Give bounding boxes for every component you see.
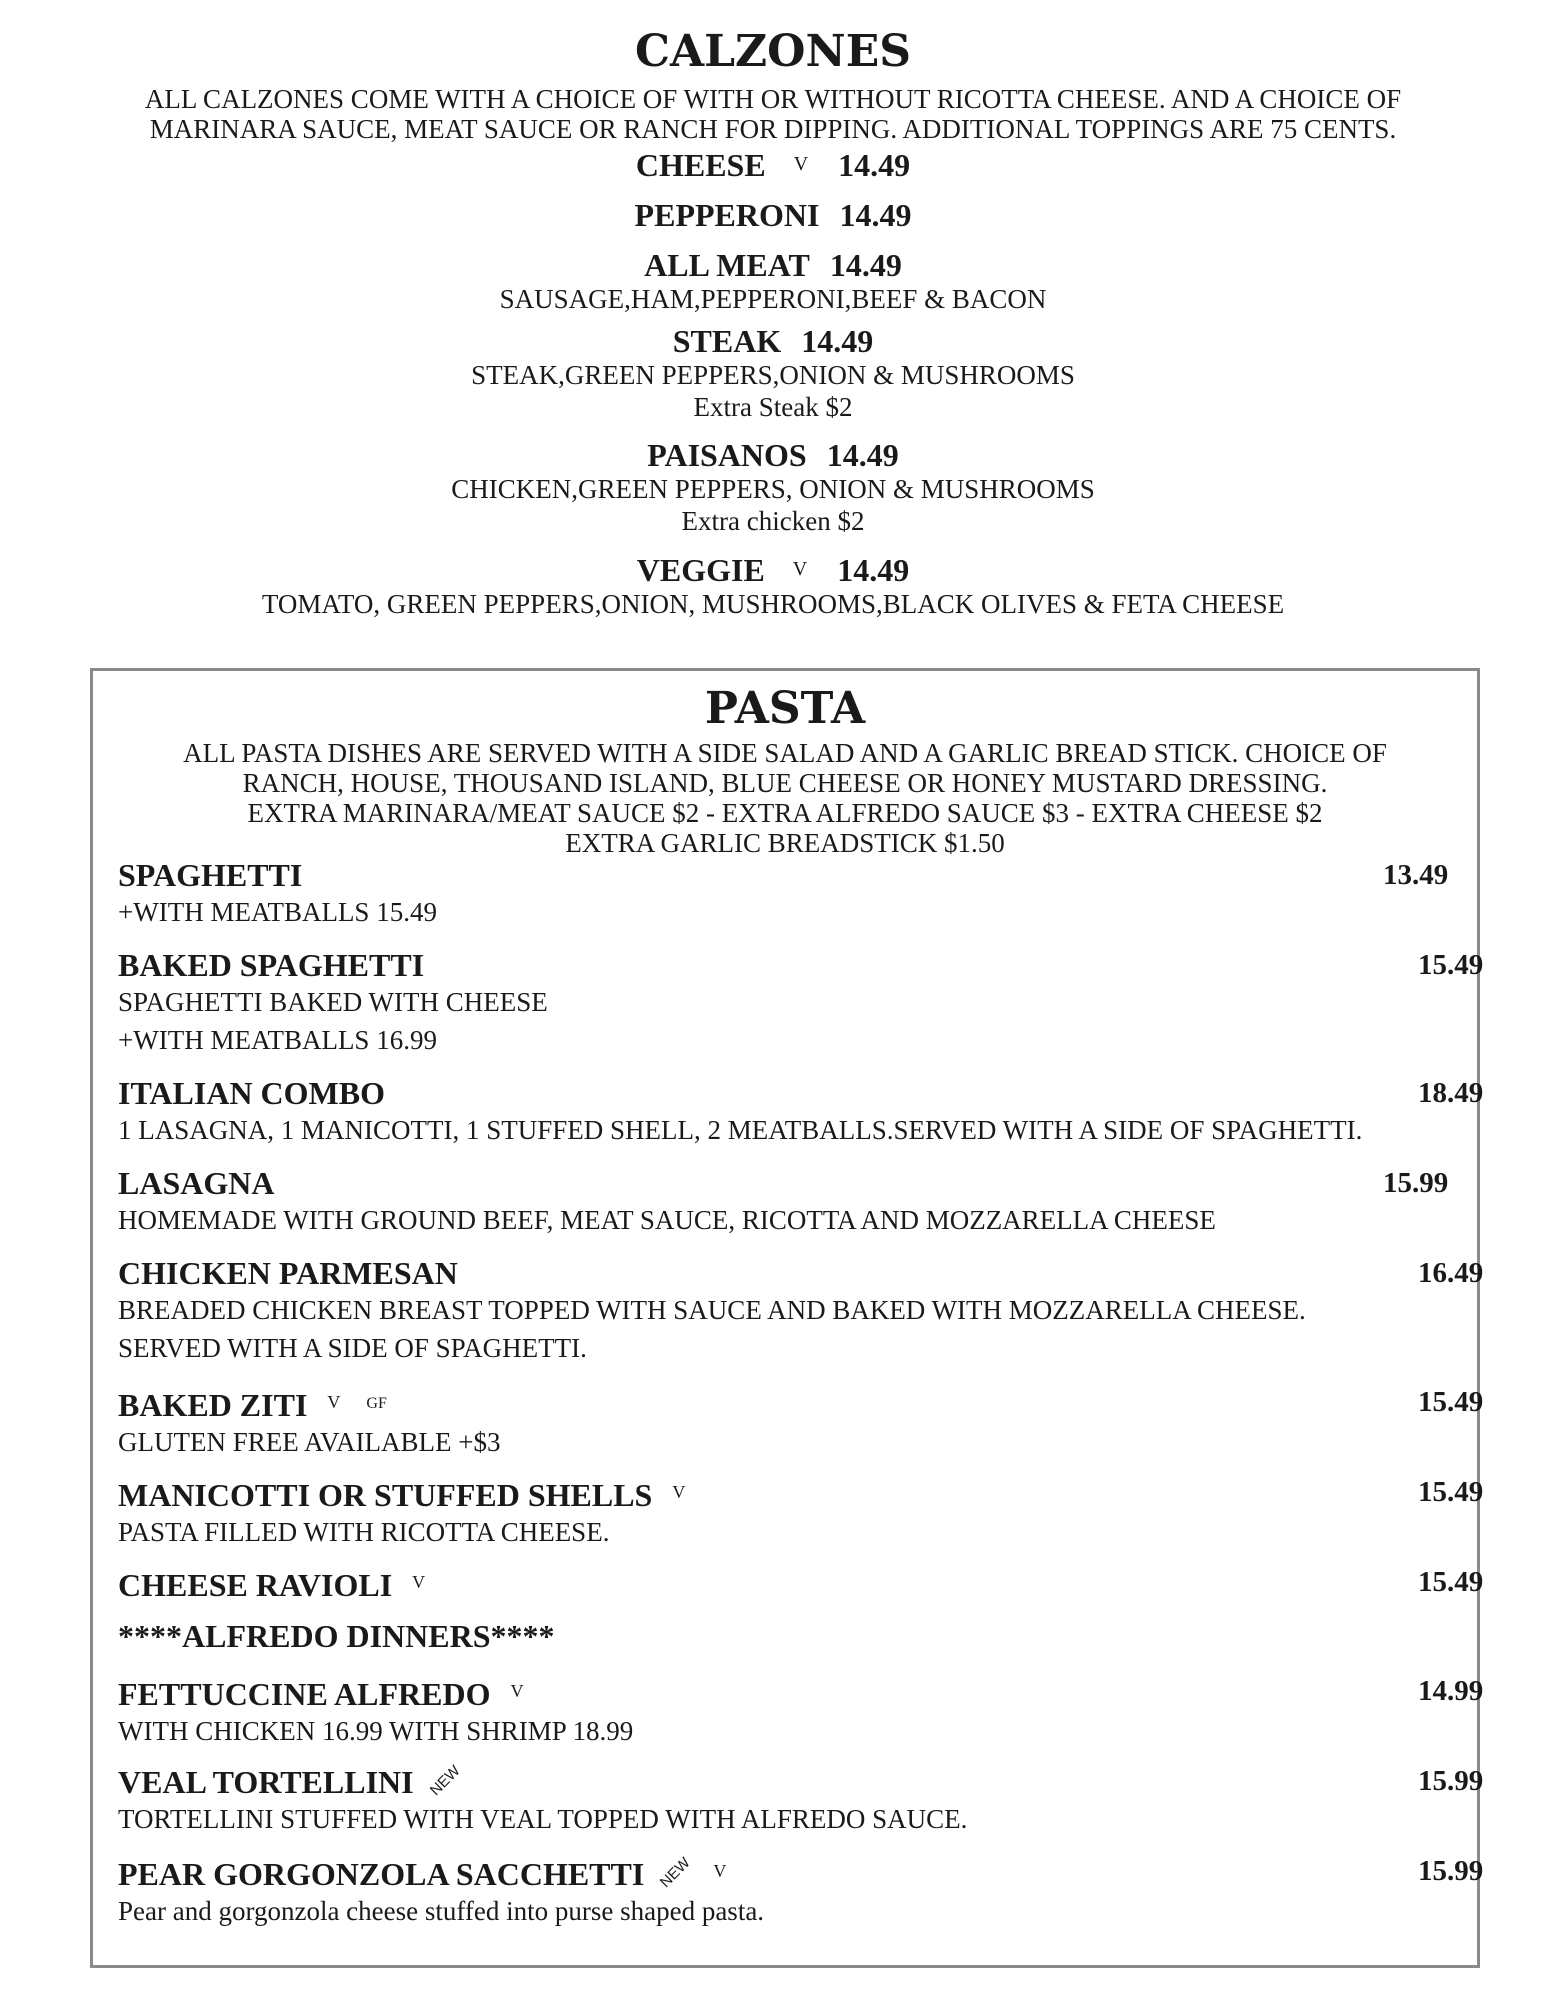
new-tag: NEW [657, 1854, 694, 1892]
calzones-title: CALZONES [634, 26, 912, 77]
vegetarian-tag: V [792, 558, 808, 580]
item-name: VEAL TORTELLINI [118, 1764, 414, 1800]
item-description: SPAGHETTI BAKED WITH CHEESE [118, 987, 548, 1017]
item-price: 16.49 [1418, 1257, 1484, 1289]
item-description: HOMEMADE WITH GROUND BEEF, MEAT SAUCE, RICOTTA AND MOZZARELLA CHEESE [118, 1205, 1216, 1235]
calzone-item-all-meat [0, 247, 1546, 315]
item-description: CHICKEN,GREEN PEPPERS, ONION & MUSHROOMS [451, 474, 1095, 504]
vegetarian-tag: V [412, 1572, 426, 1592]
item-description: +WITH MEATBALLS 15.49 [118, 897, 437, 927]
item-description: +WITH MEATBALLS 16.99 [118, 1025, 437, 1055]
calzones-intro-line: ALL CALZONES COME WITH A CHOICE OF WITH OR WITHOUT RICOTTA CHEESE. AND A CHOICE OF [144, 84, 1402, 114]
calzone-item-pepperoni [0, 197, 1546, 233]
item-name: CHEESE RAVIOLI [118, 1567, 393, 1603]
pasta-item-cheese-ravioli [118, 1564, 1484, 1603]
vegetarian-tag: V [672, 1482, 686, 1502]
item-description: SAUSAGE,HAM,PEPPERONI,BEEF & BACON [499, 284, 1047, 314]
item-name: PAISANOS [647, 437, 807, 473]
item-name: PEAR GORGONZOLA SACCHETTI [118, 1856, 645, 1892]
item-price: 15.49 [1418, 949, 1484, 981]
item-price: 15.49 [1418, 1566, 1484, 1598]
item-name: LASAGNA [118, 1165, 275, 1201]
item-price: 14.99 [1418, 1675, 1484, 1707]
item-extra: Extra chicken $2 [681, 506, 865, 536]
pasta-intro-line: ALL PASTA DISHES ARE SERVED WITH A SIDE SALAD AND A GARLIC BREAD STICK. CHOICE OF [183, 738, 1387, 768]
item-name: PEPPERONI [634, 197, 820, 233]
pasta-section [90, 668, 1484, 1968]
item-description: Pear and gorgonzola cheese stuffed into purse shaped pasta. [118, 1896, 765, 1926]
pasta-item-fettuccine-alfredo [118, 1673, 1484, 1750]
item-price: 15.49 [1418, 1476, 1484, 1508]
pasta-item-baked-ziti [118, 1384, 1484, 1461]
item-price: 14.49 [839, 197, 912, 233]
pasta-item-lasagna [118, 1165, 1458, 1239]
item-name: CHEESE [635, 147, 766, 183]
item-description: BREADED CHICKEN BREAST TOPPED WITH SAUCE AND BAKED WITH MOZZARELLA CHEESE. [118, 1295, 1306, 1325]
vegetarian-tag: V [327, 1392, 341, 1412]
item-name: ITALIAN COMBO [118, 1075, 385, 1111]
item-price: 14.49 [801, 323, 874, 359]
calzones-intro-line: MARINARA SAUCE, MEAT SAUCE OR RANCH FOR DIPPING. ADDITIONAL TOPPINGS ARE 75 CENTS. [149, 114, 1397, 144]
item-name: ALL MEAT [644, 247, 810, 283]
vegetarian-tag: V [510, 1681, 524, 1701]
item-price: 15.99 [1418, 1855, 1484, 1887]
item-description: SERVED WITH A SIDE OF SPAGHETTI. [118, 1333, 587, 1363]
item-description: 1 LASAGNA, 1 MANICOTTI, 1 STUFFED SHELL, 2 MEATBALLS.SERVED WITH A SIDE OF SPAGHETTI. [118, 1115, 1363, 1145]
item-description: TOMATO, GREEN PEPPERS,ONION, MUSHROOMS,BLACK OLIVES & FETA CHEESE [261, 589, 1285, 619]
item-name: BAKED SPAGHETTI [118, 947, 425, 983]
calzone-item-steak [0, 323, 1546, 423]
pasta-item-pear-gorgonzola-sacchetti [118, 1853, 1484, 1930]
item-name: MANICOTTI OR STUFFED SHELLS [118, 1477, 653, 1513]
item-price: 15.99 [1418, 1765, 1484, 1797]
item-name: BAKED ZITI [118, 1387, 308, 1423]
item-price: 13.49 [1383, 859, 1449, 891]
pasta-item-baked-spaghetti [118, 947, 1484, 1059]
calzones-intro [0, 84, 1546, 144]
item-name: FETTUCCINE ALFREDO [118, 1676, 491, 1712]
gluten-free-tag: GF [366, 1395, 387, 1412]
item-description: WITH CHICKEN 16.99 WITH SHRIMP 18.99 [118, 1716, 634, 1746]
item-description: PASTA FILLED WITH RICOTTA CHEESE. [118, 1517, 610, 1547]
calzone-item-veggie [0, 551, 1546, 620]
item-description: GLUTEN FREE AVAILABLE +$3 [118, 1427, 501, 1457]
calzone-item-cheese [0, 146, 1546, 183]
item-name: VEGGIE [636, 552, 765, 588]
item-extra: Extra Steak $2 [693, 392, 853, 422]
item-price: 15.49 [1418, 1386, 1484, 1418]
pasta-intro-line: RANCH, HOUSE, THOUSAND ISLAND, BLUE CHEESE OR HONEY MUSTARD DRESSING. [242, 768, 1328, 798]
pasta-item-manicotti [118, 1474, 1484, 1551]
calzones-section [0, 22, 1546, 620]
vegetarian-tag: V [793, 153, 809, 175]
item-description: STEAK,GREEN PEPPERS,ONION & MUSHROOMS [471, 360, 1075, 390]
item-name: CHICKEN PARMESAN [118, 1255, 458, 1291]
item-name: STEAK [672, 323, 782, 359]
item-price: 14.49 [826, 437, 899, 473]
pasta-intro-line: EXTRA GARLIC BREADSTICK $1.50 [565, 828, 1005, 858]
pasta-intro-line: EXTRA MARINARA/MEAT SAUCE $2 - EXTRA ALFREDO SAUCE $3 - EXTRA CHEESE $2 [247, 798, 1323, 828]
item-description: TORTELLINI STUFFED WITH VEAL TOPPED WITH ALFREDO SAUCE. [118, 1804, 968, 1834]
vegetarian-tag: V [713, 1861, 727, 1881]
new-tag: NEW [426, 1762, 464, 1800]
item-price: 14.49 [838, 147, 911, 183]
pasta-item-italian-combo [118, 1075, 1484, 1149]
pasta-intro [93, 738, 1477, 858]
item-price: 14.49 [837, 552, 910, 588]
pasta-title: PASTA [704, 683, 866, 734]
item-price: 18.49 [1418, 1077, 1484, 1109]
pasta-item-veal-tortellini [118, 1762, 1484, 1838]
pasta-item-chicken-parmesan [118, 1255, 1484, 1367]
item-price: 15.99 [1383, 1167, 1449, 1199]
calzone-item-paisanos [0, 437, 1546, 537]
item-name: SPAGHETTI [118, 857, 303, 893]
item-price: 14.49 [829, 247, 902, 283]
alfredo-dinners-heading: ****ALFREDO DINNERS**** [118, 1618, 555, 1654]
pasta-item-spaghetti [118, 857, 1458, 931]
